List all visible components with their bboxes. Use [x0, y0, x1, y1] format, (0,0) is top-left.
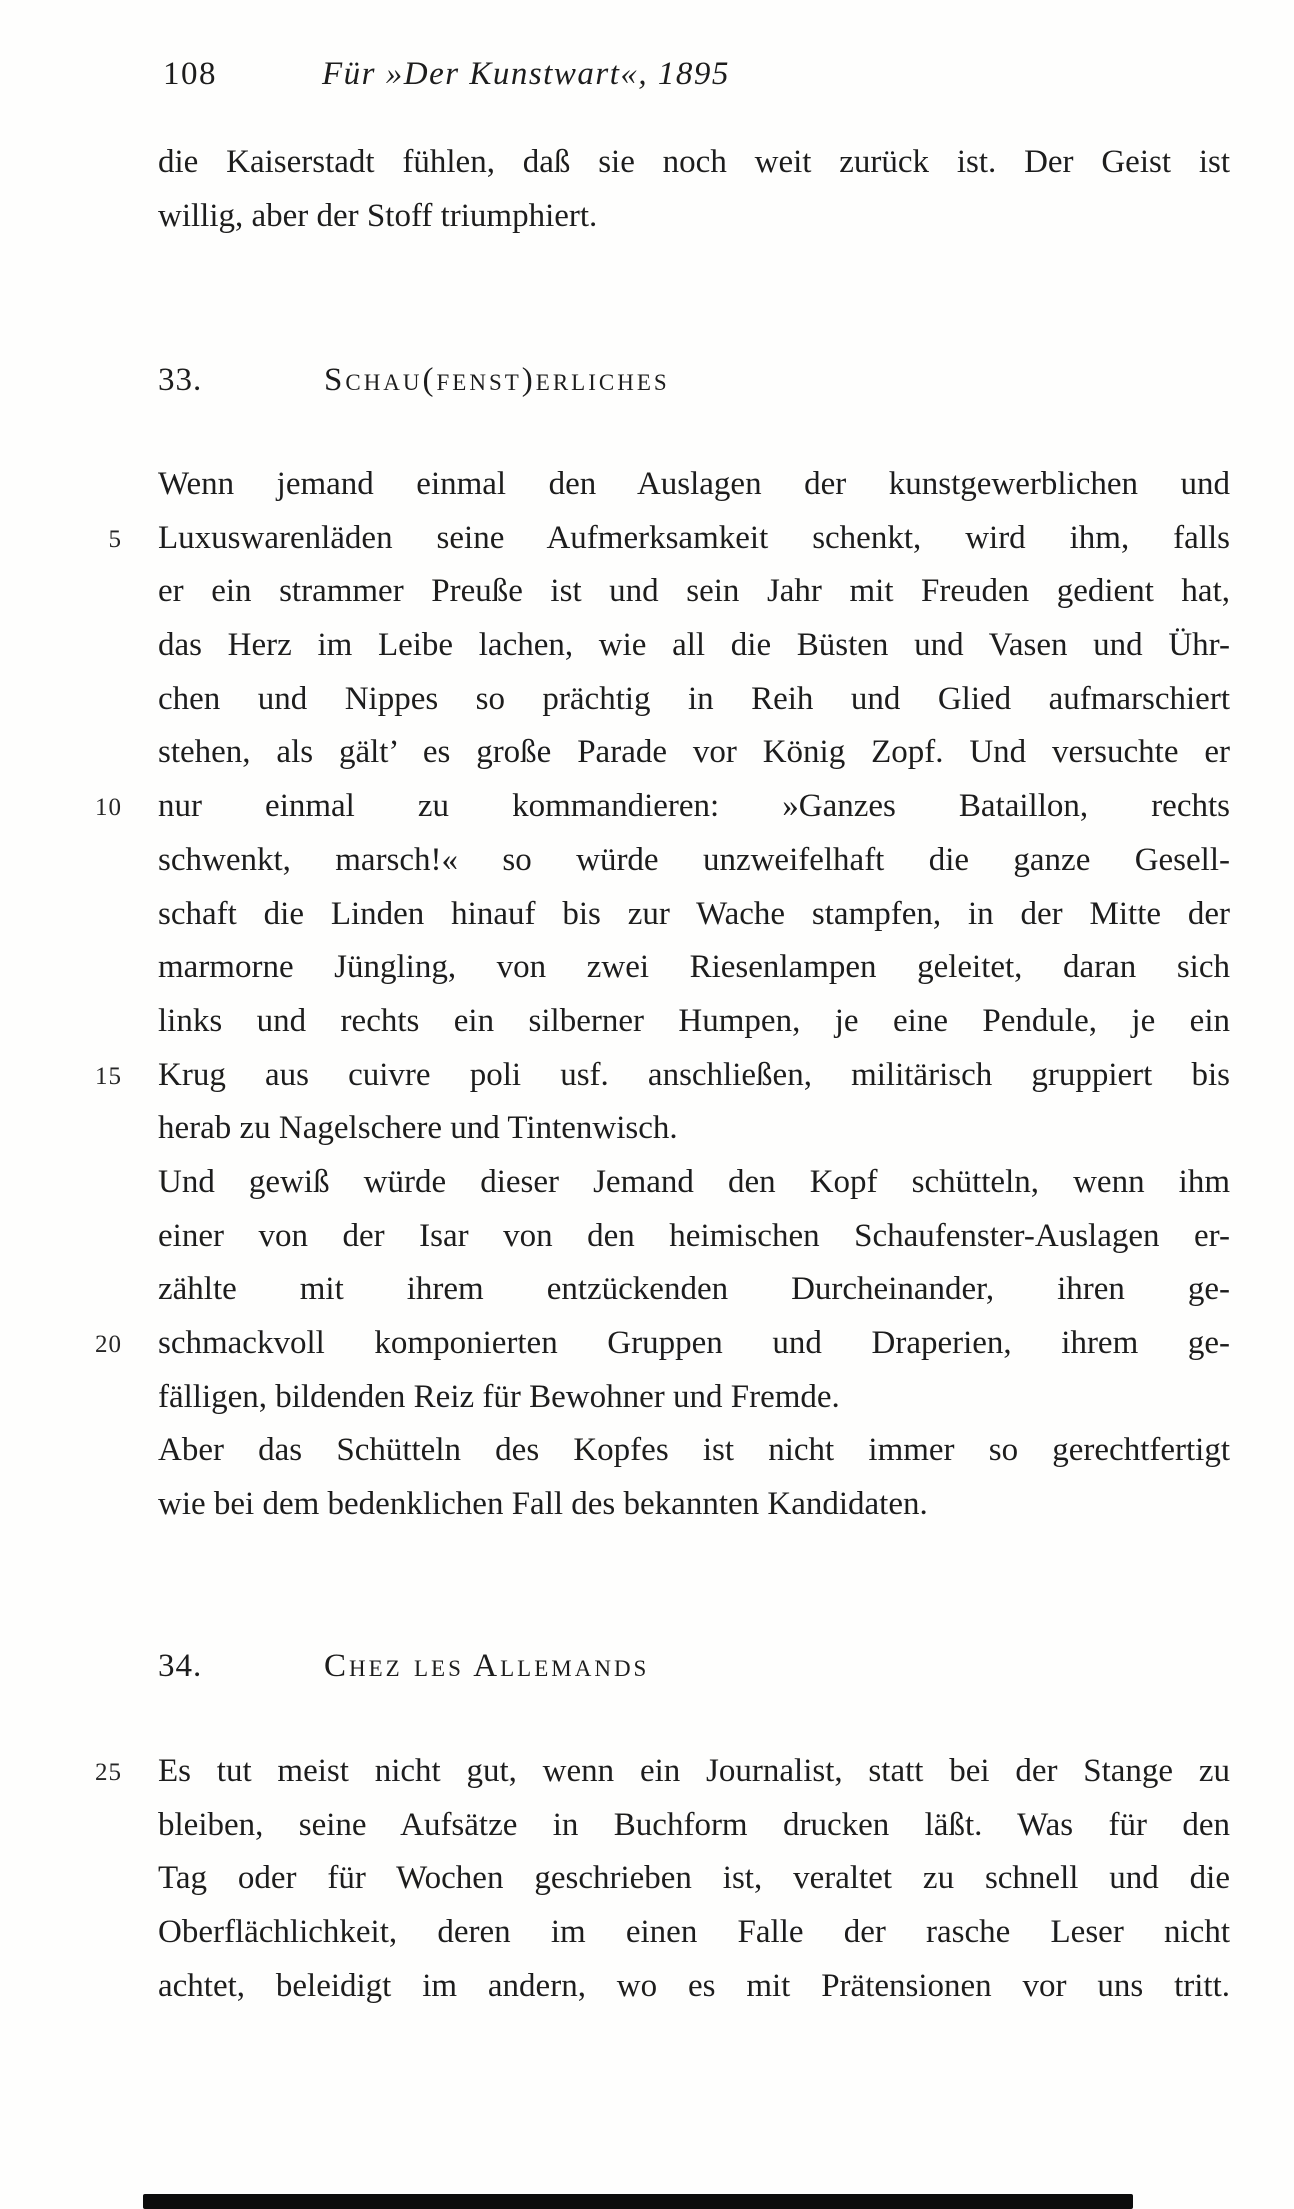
text-line-content: die Kaiserstadt fühlen, daß sie noch weit zurück ist. Der Geist ist [158, 144, 1230, 180]
section-title: Chez les Allemands [324, 1648, 650, 1684]
page-number: 108 [163, 56, 217, 92]
text-line [158, 1102, 1230, 1156]
text-line [158, 995, 1230, 1049]
text-line [158, 565, 1230, 619]
text-line-content: chen und Nippes so prächtig in Reih und Glied aufmarschiert [158, 680, 1230, 717]
text-line-content: schwenkt, marsch!« so würde unzweifelhaft die ganze Gesell- [158, 841, 1230, 878]
text-line-content: marmorne Jüngling, von zwei Riesenlampen geleitet, daran sich [158, 949, 1230, 986]
text-line [95, 780, 1230, 834]
text-line-content: Luxuswarenläden seine Aufmerksamkeit schenkt, wird ihm, falls [158, 519, 1230, 556]
text-line [158, 1156, 1230, 1210]
text-line [95, 1745, 1230, 1799]
text-line [158, 1852, 1230, 1906]
text-line [158, 1371, 1230, 1425]
margin-line-number: 5 [108, 525, 122, 553]
running-header [0, 56, 1294, 102]
text-line [108, 512, 1230, 566]
text-line [158, 1478, 1230, 1532]
margin-line-number: 20 [95, 1331, 122, 1358]
section-heading-34 [158, 1639, 649, 1693]
margin-line-number: 10 [95, 794, 122, 822]
section-number: 34. [158, 1648, 203, 1684]
text-line-content: Aber das Schütteln des Kopfes ist nicht immer so gerechtfertigt [158, 1432, 1230, 1469]
text-line-content: er ein strammer Preuße ist und sein Jahr mit Freuden gedient hat, [158, 573, 1230, 610]
text-line [95, 1317, 1230, 1371]
text-line-content: zählte mit ihrem entzückenden Durcheinander, ihren ge- [158, 1271, 1230, 1308]
text-line-content: Wenn jemand einmal den Auslagen der kunstgewerblichen und [158, 466, 1230, 502]
text-line-content: nur einmal zu kommandieren: »Ganzes Bataillon, rechts [158, 788, 1230, 825]
text-line-content: Es tut meist nicht gut, wenn ein Journalist, statt bei der Stange zu [158, 1753, 1230, 1789]
text-line [95, 1049, 1230, 1103]
text-line-content: das Herz im Leibe lachen, wie all die Büsten und Vasen und Ühr- [158, 627, 1230, 664]
text-line-content: Tag oder für Wochen geschrieben ist, veraltet zu schnell und die [158, 1860, 1230, 1897]
text-line [158, 458, 1230, 512]
section-number: 33. [158, 362, 203, 398]
text-line-content: willig, aber der Stoff triumphiert. [158, 197, 598, 234]
text-line-content: einer von der Isar von den heimischen Schaufenster-Auslagen er- [158, 1217, 1230, 1254]
text-line [158, 834, 1230, 888]
running-title: Für »Der Kunstwart«, 1895 [322, 56, 730, 92]
text-line [158, 888, 1230, 942]
text-line-content: schaft die Linden hinauf bis zur Wache stampfen, in der Mitte der [158, 895, 1230, 932]
text-line [158, 1424, 1230, 1478]
text-line [158, 1960, 1230, 2014]
text-line-content: herab zu Nagelschere und Tintenwisch. [158, 1110, 678, 1147]
paragraph-section-33 [95, 458, 1230, 1532]
text-line-content: stehen, als gält’ es große Parade vor König Zopf. Und versuchte er [158, 734, 1230, 771]
text-line [158, 726, 1230, 780]
text-line [158, 1799, 1230, 1853]
text-line-content: Krug aus cuivre poli usf. anschließen, militärisch gruppiert bis [158, 1056, 1230, 1093]
text-line [158, 1906, 1230, 1960]
margin-line-number: 15 [95, 1062, 122, 1090]
text-line-content: wie bei dem bedenklichen Fall des bekannten Kandidaten. [158, 1486, 928, 1523]
section-title: Schau(fenst)erliches [324, 362, 670, 398]
text-line-content: achtet, beleidigt im andern, wo es mit Prätensionen vor uns tritt. [158, 1967, 1230, 2004]
text-line-content: fälligen, bildenden Reiz für Bewohner und Fremde. [158, 1378, 840, 1415]
paragraph-section-34 [95, 1745, 1230, 2013]
text-line [158, 619, 1230, 673]
text-line-content: Und gewiß würde dieser Jemand den Kopf schütteln, wenn ihm [158, 1163, 1230, 1200]
text-line-content: Oberflächlichkeit, deren im einen Falle der rasche Leser nicht [158, 1914, 1230, 1951]
text-line-content: links und rechts ein silberner Humpen, je eine Pendule, je ein [158, 1002, 1230, 1039]
text-line-content: schmackvoll komponierten Gruppen und Draperien, ihrem ge- [158, 1325, 1230, 1361]
text-line [158, 136, 1230, 190]
text-line [158, 673, 1230, 727]
text-line [158, 1263, 1230, 1317]
text-line-content: bleiben, seine Aufsätze in Buchform drucken läßt. Was für den [158, 1806, 1230, 1843]
text-line [158, 941, 1230, 995]
text-line [158, 1210, 1230, 1264]
text-line [158, 190, 1230, 244]
section-heading-33 [158, 353, 670, 407]
scan-artifact-bar [143, 2194, 1133, 2209]
margin-line-number: 25 [95, 1759, 122, 1786]
paragraph-intro [158, 136, 1230, 243]
